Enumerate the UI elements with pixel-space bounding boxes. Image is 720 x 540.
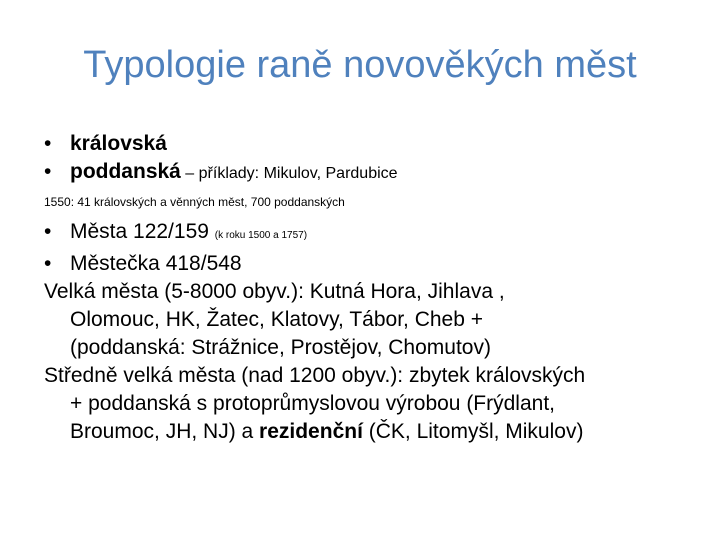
bullet-kralovska (44, 130, 684, 158)
bullet-examples: – příklady: Mikulov, Pardubice (180, 165, 398, 182)
bullet-text: Města 122/159 (70, 220, 215, 243)
paragraph-large-towns (44, 278, 684, 362)
paragraph-line (44, 418, 684, 446)
bullet-text: Městečka 418/548 (70, 252, 242, 275)
bullet-icon: • (44, 220, 52, 243)
slide-title: Typologie raně novověkých měst (83, 44, 637, 86)
bullet-poddanska (44, 158, 684, 188)
line-suffix: (ČK, Litomyšl, Mikulov) (362, 420, 584, 443)
statistics-note: 1550: 41 královských a věnných měst, 700 poddanských (44, 195, 345, 209)
bullet-mesta (44, 218, 684, 250)
paragraph-line: Olomouc, HK, Žatec, Klatovy, Tábor, Cheb + (70, 308, 483, 331)
line-bold: rezidenční (259, 420, 363, 443)
bullet-icon: • (44, 252, 52, 275)
paragraph-line: + poddanská s protoprůmyslovou výrobou (Frýdlant, (70, 392, 555, 415)
paragraph-line: Velká města (5-8000 obyv.): Kutná Hora, Jihlava , (44, 280, 505, 303)
bullet-year-note: (k roku 1500 a 1757) (214, 230, 308, 241)
line-prefix: Broumoc, JH, NJ) a (70, 420, 260, 443)
bullet-icon: • (44, 132, 52, 155)
bullet-mestecka (44, 250, 684, 278)
bullet-label: královská (70, 132, 167, 155)
bullet-label: poddanská (70, 160, 181, 183)
paragraph-medium-towns (44, 362, 684, 446)
paragraph-line: Středně velká města (nad 1200 obyv.): zbytek královských (44, 364, 586, 387)
paragraph-line: (poddanská: Strážnice, Prostějov, Chomutov) (70, 336, 491, 359)
bullet-icon: • (44, 160, 52, 183)
body-text (44, 130, 684, 446)
